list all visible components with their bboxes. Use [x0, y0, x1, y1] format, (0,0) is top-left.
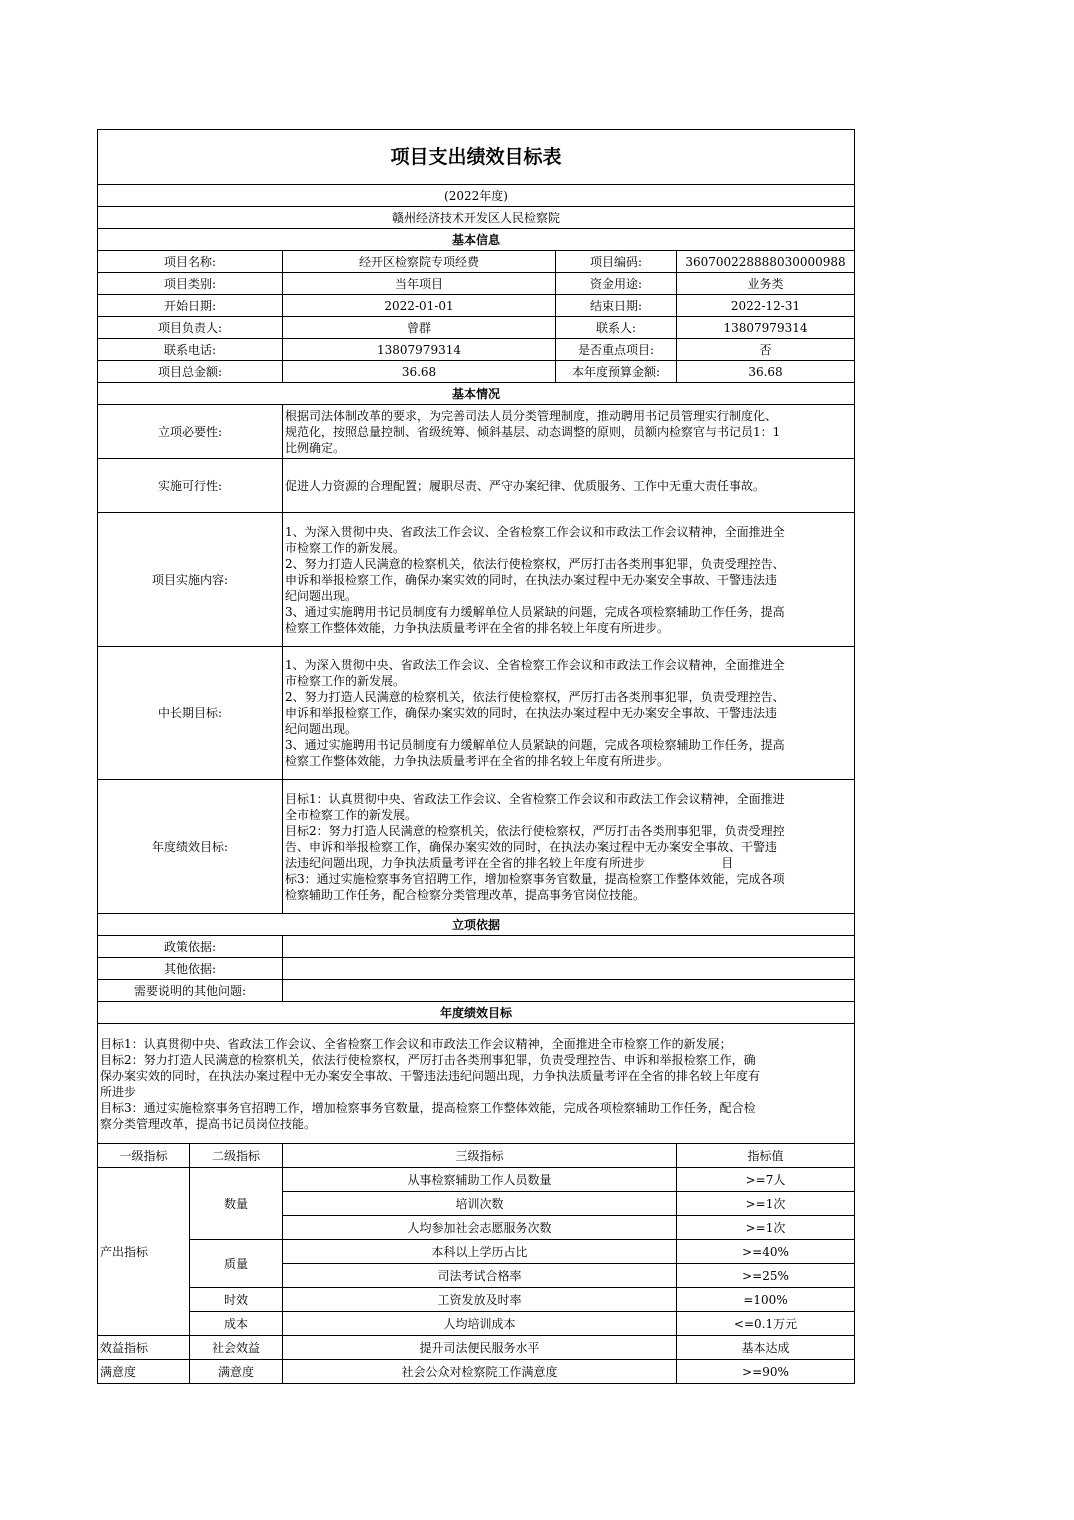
project-type-label: 项目类别: — [98, 273, 283, 295]
annual-goals-text — [98, 1024, 855, 1144]
other-basis-value — [283, 958, 855, 980]
end-date-label: 结束日期: — [556, 295, 677, 317]
text-line: 检察工作整体效能，力争执法质量考评在全省的排名较上年度有所进步。 — [285, 754, 670, 768]
project-code-label: 项目编码: — [556, 251, 677, 273]
leader-value: 曾群 — [283, 317, 556, 339]
text-line: 目标2：努力打造人民满意的检察机关，依法行使检察权，严厉打击各类刑事犯罪，负责受理控 — [285, 823, 785, 838]
project-name-value: 经开区检察院专项经费 — [283, 251, 556, 273]
total-amount-label: 项目总金额: — [98, 361, 283, 383]
satisfaction-sub-indicator: 满意度 — [190, 1360, 283, 1384]
leader-label: 项目负责人: — [98, 317, 283, 339]
annual-target-label: 年度绩效目标: — [98, 780, 283, 914]
annual-target-text — [283, 780, 855, 914]
contact-value: 13807979314 — [677, 317, 855, 339]
section-annual-goals: 年度绩效目标 — [98, 1002, 855, 1024]
project-type-value: 当年项目 — [283, 273, 556, 295]
indicator-name: 工资发放及时率 — [283, 1288, 677, 1312]
text-line: 市检察工作的新发展。 — [285, 540, 406, 555]
indicator-value: >=25% — [677, 1264, 855, 1288]
key-project-label: 是否重点项目: — [556, 339, 677, 361]
indicator-value: >=90% — [677, 1360, 855, 1384]
quality-indicator: 质量 — [190, 1240, 283, 1288]
necessity-text — [283, 405, 855, 459]
fund-use-value: 业务类 — [677, 273, 855, 295]
end-date-value: 2022-12-31 — [677, 295, 855, 317]
header-level2: 二级指标 — [190, 1144, 283, 1168]
text-line: 市检察工作的新发展。 — [285, 674, 406, 688]
text-line: 全市检察工作的新发展。 — [285, 807, 418, 822]
start-date-value: 2022-01-01 — [283, 295, 556, 317]
indicator-name: 司法考试合格率 — [283, 1264, 677, 1288]
indicator-name: 从事检察辅助工作人员数量 — [283, 1168, 677, 1192]
key-project-value: 否 — [677, 339, 855, 361]
text-line: 申诉和举报检察工作，确保办案实效的同时，在执法办案过程中无办案安全事故、干警违法违 — [285, 706, 778, 720]
indicator-value: 基本达成 — [677, 1336, 855, 1360]
text-line: 察分类管理改革，提高书记员岗位技能。 — [100, 1116, 317, 1131]
text-line: 检察工作整体效能，力争执法质量考评在全省的排名较上年度有所进步。 — [285, 620, 670, 635]
social-benefit-indicator: 社会效益 — [190, 1336, 283, 1360]
text-line: 比例确定。 — [285, 440, 346, 455]
text-line: 2、努力打造人民满意的检察机关，依法行使检察权，严厉打击各类刑事犯罪，负责受理控告、 — [285, 690, 785, 704]
text-line: 3、通过实施聘用书记员制度有力缓解单位人员紧缺的问题，完成各项检察辅助工作任务，提高 — [285, 738, 785, 752]
timeliness-indicator: 时效 — [190, 1288, 283, 1312]
performance-target-table — [97, 129, 855, 1384]
indicator-value: >=1次 — [677, 1192, 855, 1216]
section-basis: 立项依据 — [98, 914, 855, 936]
policy-basis-value — [283, 936, 855, 958]
text-line: 1、为深入贯彻中央、省政法工作会议、全省检察工作会议和市政法工作会议精神，全面推进全 — [285, 658, 785, 672]
necessity-label: 立项必要性: — [98, 405, 283, 459]
text-line: 目标2：努力打造人民满意的检察机关，依法行使检察权，严厉打击各类刑事犯罪，负责受理控告、申诉和举报检察工作，确 — [100, 1052, 756, 1067]
text-line: 目标1：认真贯彻中央、省政法工作会议、全省检察工作会议和市政法工作会议精神，全面推进全市检察工作的新发展； — [100, 1036, 732, 1051]
section-basic-situation: 基本情况 — [98, 383, 855, 405]
indicator-value: =100% — [677, 1288, 855, 1312]
quantity-indicator: 数量 — [190, 1168, 283, 1240]
org-name: 赣州经济技术开发区人民检察院 — [98, 207, 855, 229]
text-line: 1、为深入贯彻中央、省政法工作会议、全省检察工作会议和市政法工作会议精神，全面推进全 — [285, 524, 785, 539]
text-line: 告、申诉和举报检察工作，确保办案实效的同时，在执法办案过程中无办案安全事故、干警违 — [285, 839, 778, 854]
indicator-value: >=40% — [677, 1240, 855, 1264]
output-indicator: 产出指标 — [98, 1168, 190, 1336]
section-basic-info: 基本信息 — [98, 229, 855, 251]
indicator-name: 社会公众对检察院工作满意度 — [283, 1360, 677, 1384]
text-line: 规范化，按照总量控制、省级统筹、倾斜基层、动态调整的原则，员额内检察官与书记员1：1 — [285, 424, 781, 439]
cost-indicator: 成本 — [190, 1312, 283, 1336]
text-line: 目标1：认真贯彻中央、省政法工作会议、全省检察工作会议和市政法工作会议精神，全面推进 — [285, 791, 785, 806]
text-line: 根据司法体制改革的要求，为完善司法人员分类管理制度，推动聘用书记员管理实行制度化、 — [285, 408, 778, 423]
text-line: 所进步 — [100, 1084, 137, 1099]
text-line: 纪问题出现。 — [285, 722, 358, 736]
header-value: 指标值 — [677, 1144, 855, 1168]
text-line: 检察辅助工作任务，配合检察分类管理改革，提高事务官岗位技能。 — [285, 887, 646, 902]
indicator-name: 本科以上学历占比 — [283, 1240, 677, 1264]
start-date-label: 开始日期: — [98, 295, 283, 317]
indicator-value: <=0.1万元 — [677, 1312, 855, 1336]
content-text — [283, 513, 855, 647]
indicator-name: 人均培训成本 — [283, 1312, 677, 1336]
indicator-value: >=1次 — [677, 1216, 855, 1240]
year-label: (2022年度) — [98, 185, 855, 207]
text-line: 法违纪问题出现，力争执法质量考评在全省的排名较上年度有所进步 目 — [285, 855, 734, 870]
indicator-name: 培训次数 — [283, 1192, 677, 1216]
indicator-name: 提升司法便民服务水平 — [283, 1336, 677, 1360]
content-label: 项目实施内容: — [98, 513, 283, 647]
header-level1: 一级指标 — [98, 1144, 190, 1168]
text-line: 标3：通过实施检察事务官招聘工作，增加检察事务官数量，提高检察工作整体效能，完成各项 — [285, 871, 785, 886]
longterm-text — [283, 647, 855, 780]
phone-value: 13807979314 — [283, 339, 556, 361]
other-basis-label: 其他依据: — [98, 958, 283, 980]
project-code-value: 360700228888030000988 — [677, 251, 855, 273]
annual-budget-value: 36.68 — [677, 361, 855, 383]
benefit-indicator: 效益指标 — [98, 1336, 190, 1360]
other-issues-value — [283, 980, 855, 1002]
feasibility-text: 促进人力资源的合理配置；履职尽责、严守办案纪律、优质服务、工作中无重大责任事故。 — [283, 459, 855, 513]
phone-label: 联系电话: — [98, 339, 283, 361]
total-amount-value: 36.68 — [283, 361, 556, 383]
header-level3: 三级指标 — [283, 1144, 677, 1168]
contact-label: 联系人: — [556, 317, 677, 339]
annual-budget-label: 本年度预算金额: — [556, 361, 677, 383]
policy-basis-label: 政策依据: — [98, 936, 283, 958]
text-line: 目标3：通过实施检察事务官招聘工作，增加检察事务官数量，提高检察工作整体效能，完成各项检察辅助工作任务，配合检 — [100, 1100, 756, 1115]
text-line: 申诉和举报检察工作，确保办案实效的同时，在执法办案过程中无办案安全事故、干警违法违 — [285, 572, 778, 587]
feasibility-label: 实施可行性: — [98, 459, 283, 513]
satisfaction-indicator: 满意度 — [98, 1360, 190, 1384]
text-line: 2、努力打造人民满意的检察机关，依法行使检察权，严厉打击各类刑事犯罪，负责受理控告、 — [285, 556, 785, 571]
project-name-label: 项目名称: — [98, 251, 283, 273]
text-line: 保办案实效的同时，在执法办案过程中无办案安全事故、干警违法违纪问题出现，力争执法质量考评在全省的排名较上年度有 — [100, 1068, 761, 1083]
indicator-value: >=7人 — [677, 1168, 855, 1192]
text-line: 3、通过实施聘用书记员制度有力缓解单位人员紧缺的问题，完成各项检察辅助工作任务，提高 — [285, 604, 785, 619]
page-title: 项目支出绩效目标表 — [98, 130, 855, 185]
other-issues-label: 需要说明的其他问题: — [98, 980, 283, 1002]
text-line: 纪问题出现。 — [285, 588, 358, 603]
fund-use-label: 资金用途: — [556, 273, 677, 295]
indicator-name: 人均参加社会志愿服务次数 — [283, 1216, 677, 1240]
longterm-label: 中长期目标: — [98, 647, 283, 780]
